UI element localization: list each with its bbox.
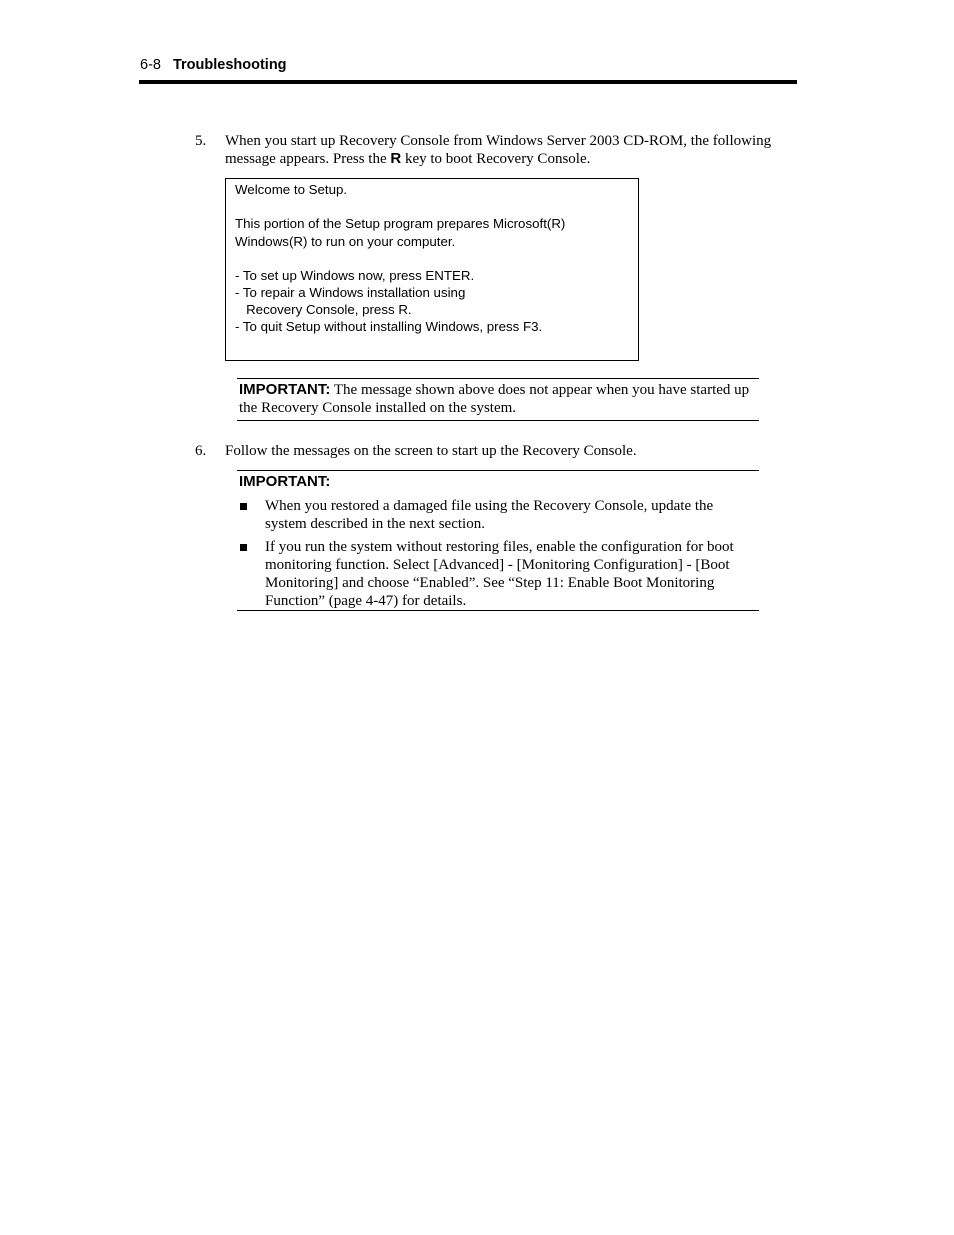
console-line: Windows(R) to run on your computer.	[235, 234, 456, 249]
console-line: - To set up Windows now, press ENTER.	[235, 268, 475, 283]
page-header	[140, 56, 287, 74]
console-line: Welcome to Setup.	[235, 182, 348, 197]
important-note-2	[237, 470, 759, 611]
important-label: IMPORTANT:	[239, 473, 331, 490]
header-rule	[139, 80, 797, 84]
console-line: Recovery Console, press R.	[235, 302, 412, 317]
square-bullet-icon	[240, 544, 247, 551]
key-r: R	[390, 150, 402, 167]
page-number: 6-8	[140, 57, 161, 73]
list-item: If you run the system without restoring files, enable the configuration for boot monitoring function. Select [Advanced] - [Monitoring Configuration] - [Boot Monitoring] and choose “Enabled”. See “Step 11: Enable Boot Monitoring Function” (page 4-47) for details.	[237, 538, 759, 610]
step-6	[195, 442, 797, 460]
important-label: IMPORTANT:	[239, 381, 331, 398]
step-number: 6.	[195, 443, 207, 459]
important-text: The message shown above does not appear when you have started up the Recovery Console installed on the system.	[239, 382, 750, 416]
step-text: When you start up Recovery Console from Windows Server 2003 CD-ROM, the following message appears. Press the R key to boot Recovery Console.	[225, 133, 772, 167]
step-text: Follow the messages on the screen to start up the Recovery Console.	[225, 443, 637, 459]
step-number: 5.	[195, 133, 207, 149]
important-note-1	[237, 378, 759, 421]
section-title: Troubleshooting	[172, 57, 287, 73]
list-item: When you restored a damaged file using the Recovery Console, update the system described in the next section.	[237, 497, 759, 533]
square-bullet-icon	[240, 503, 247, 510]
step-5	[195, 132, 797, 168]
console-line: This portion of the Setup program prepares Microsoft(R)	[235, 216, 566, 231]
console-line: - To quit Setup without installing Windows, press F3.	[235, 319, 543, 334]
console-line: - To repair a Windows installation using	[235, 285, 466, 300]
setup-console-message	[225, 178, 639, 361]
